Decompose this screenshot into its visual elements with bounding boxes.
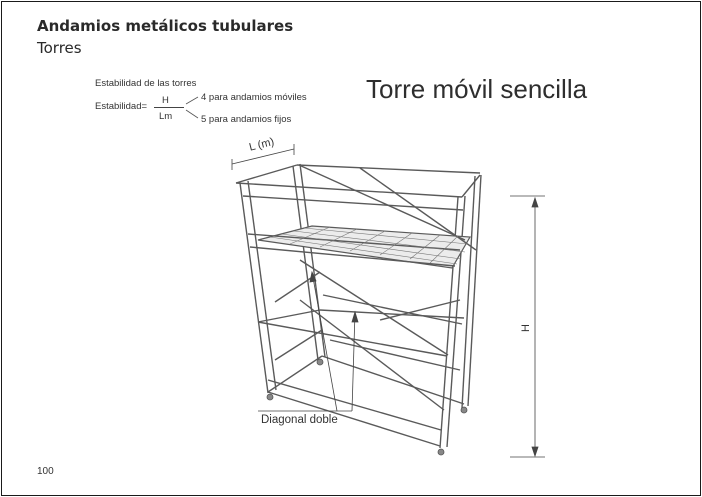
page-number: 100: [37, 466, 54, 477]
formula-left-label: Estabilidad=: [95, 101, 148, 112]
figure-title: Torre móvil sencilla: [366, 74, 588, 104]
section-title: Andamios metálicos tubulares: [37, 17, 294, 35]
option-fixed: 5 para andamios fijos: [201, 114, 292, 125]
formula-denominator: Lm: [159, 111, 173, 122]
formula-numerator: H: [162, 95, 169, 106]
formula-heading: Estabilidad de las torres: [95, 78, 197, 89]
section-subtitle: Torres: [37, 39, 82, 57]
tower-frame: [236, 164, 481, 448]
diagonal-callout-label: Diagonal doble: [261, 414, 338, 426]
diagonal-callout: [258, 272, 358, 411]
formula-branch-lines: [186, 97, 198, 118]
height-label: H: [519, 324, 532, 332]
width-label: L (m): [248, 135, 276, 154]
option-mobile: 4 para andamios móviles: [201, 92, 307, 103]
